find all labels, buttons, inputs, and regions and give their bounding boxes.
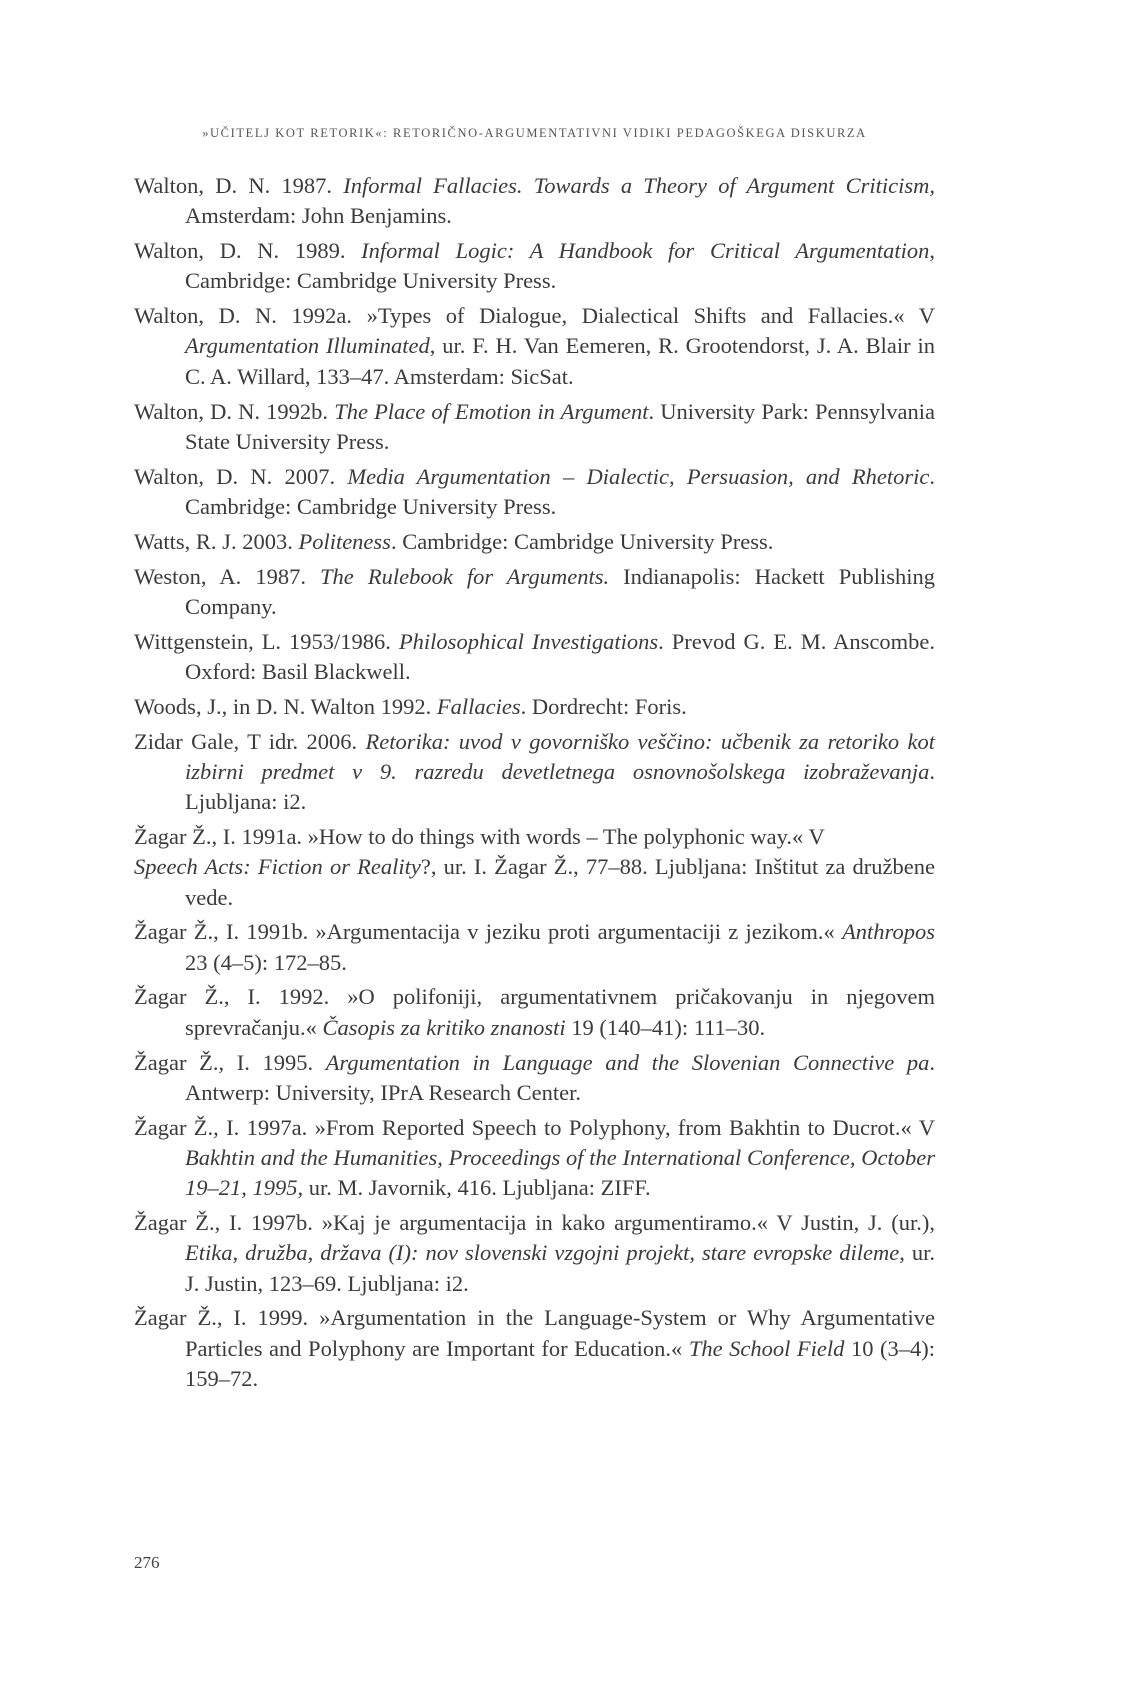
bibliography-entry: Weston, A. 1987. The Rulebook for Arguments. Indianapolis: Hackett Publishing Company. xyxy=(134,563,935,619)
running-head: »UČITELJ KOT RETORIK«: RETORIČNO-ARGUMENTATIVNI VIDIKI PEDAGOŠKEGA DISKURZA xyxy=(202,126,867,140)
bibliography-entry: Žagar Ž., I. 1991b. »Argumentacija v jeziku proti argumentaciji z jezikom.« Anthropos 23 (4–5): 172–85. xyxy=(134,919,935,975)
bibliography-entry-continuation: Speech Acts: Fiction or Reality?, ur. I. Žagar Ž., 77–88. Ljubljana: Inštitut za družbene vede. xyxy=(134,854,935,910)
bibliography-entry: Walton, D. N. 2007. Media Argumentation – Dialectic, Persuasion, and Rhetoric. Cambridge: Cambridge University Press. xyxy=(134,463,936,519)
bibliography-entry: Walton, D. N. 1992a. »Types of Dialogue, Dialectical Shifts and Fallacies.« V Argumentation Illuminated, ur. F. H. Van Eemeren, R. Grootendorst, J. A. Blair in C. A. Willard, 133–47. Amsterdam: SicSat. xyxy=(134,303,935,389)
bibliography-entry: Walton, D. N. 1987. Informal Fallacies. Towards a Theory of Argument Criticism, Amsterdam: John Benjamins. xyxy=(134,173,936,229)
bibliography-entry: Žagar Ž., I. 1992. »O polifoniji, argumentativnem pričakovanju in njegovem sprevračanju.« Časopis za kritiko znanosti 19 (140–41): 111–30. xyxy=(134,984,935,1040)
bibliography-entry: Walton, D. N. 1992b. The Place of Emotion in Argument. University Park: Pennsylvania State University Press. xyxy=(134,398,935,454)
bibliography-entry: Žagar Ž., I. 1997b. »Kaj je argumentacija in kako argumentiramo.« V Justin, J. (ur.), Etika, družba, država (I): nov slovenski vzgojni projekt, stare evropske dileme, ur. J. Justin, 123–69. Ljubljana: i2. xyxy=(134,1210,935,1296)
page-number: 276 xyxy=(134,1553,160,1572)
bibliography-entry: Zidar Gale, T idr. 2006. Retorika: uvod v govorniško veščino: učbenik za retoriko kot izbirni predmet v 9. razredu devetletnega osnovnošolskega izobraževanja. Ljubljana: i2. xyxy=(134,728,935,815)
bibliography-entry: Walton, D. N. 1989. Informal Logic: A Handbook for Critical Argumentation, Cambridge: Cambridge University Press. xyxy=(134,238,936,294)
bibliography-entry: Woods, J., in D. N. Walton 1992. Fallacies. Dordrecht: Foris. xyxy=(134,693,687,719)
bibliography-entry: Wittgenstein, L. 1953/1986. Philosophical Investigations. Prevod G. E. M. Anscombe. Oxford: Basil Blackwell. xyxy=(134,628,936,684)
bibliography-entry: Žagar Ž., I. 1995. Argumentation in Language and the Slovenian Connective pa. Antwerp: University, IPrA Research Center. xyxy=(134,1049,935,1105)
bibliography-list xyxy=(134,171,935,1399)
bibliography-entry: Žagar Ž., I. 1997a. »From Reported Speech to Polyphony, from Bakhtin to Ducrot.« V Bakhtin and the Humanities, Proceedings of the International Conference, October 19–21, 1995, ur. M. Javornik, 416. Ljubljana: ZIFF. xyxy=(134,1114,935,1201)
bibliography-entry: Žagar Ž., I. 1991a. »How to do things with words – The polyphonic way.« V xyxy=(134,823,825,849)
bibliography-entry: Žagar Ž., I. 1999. »Argumentation in the Language-System or Why Argumentative Particles and Polyphony are Important for Education.« The School Field 10 (3–4): 159–72. xyxy=(134,1305,935,1391)
bibliography-entry: Watts, R. J. 2003. Politeness. Cambridge: Cambridge University Press. xyxy=(134,528,774,554)
